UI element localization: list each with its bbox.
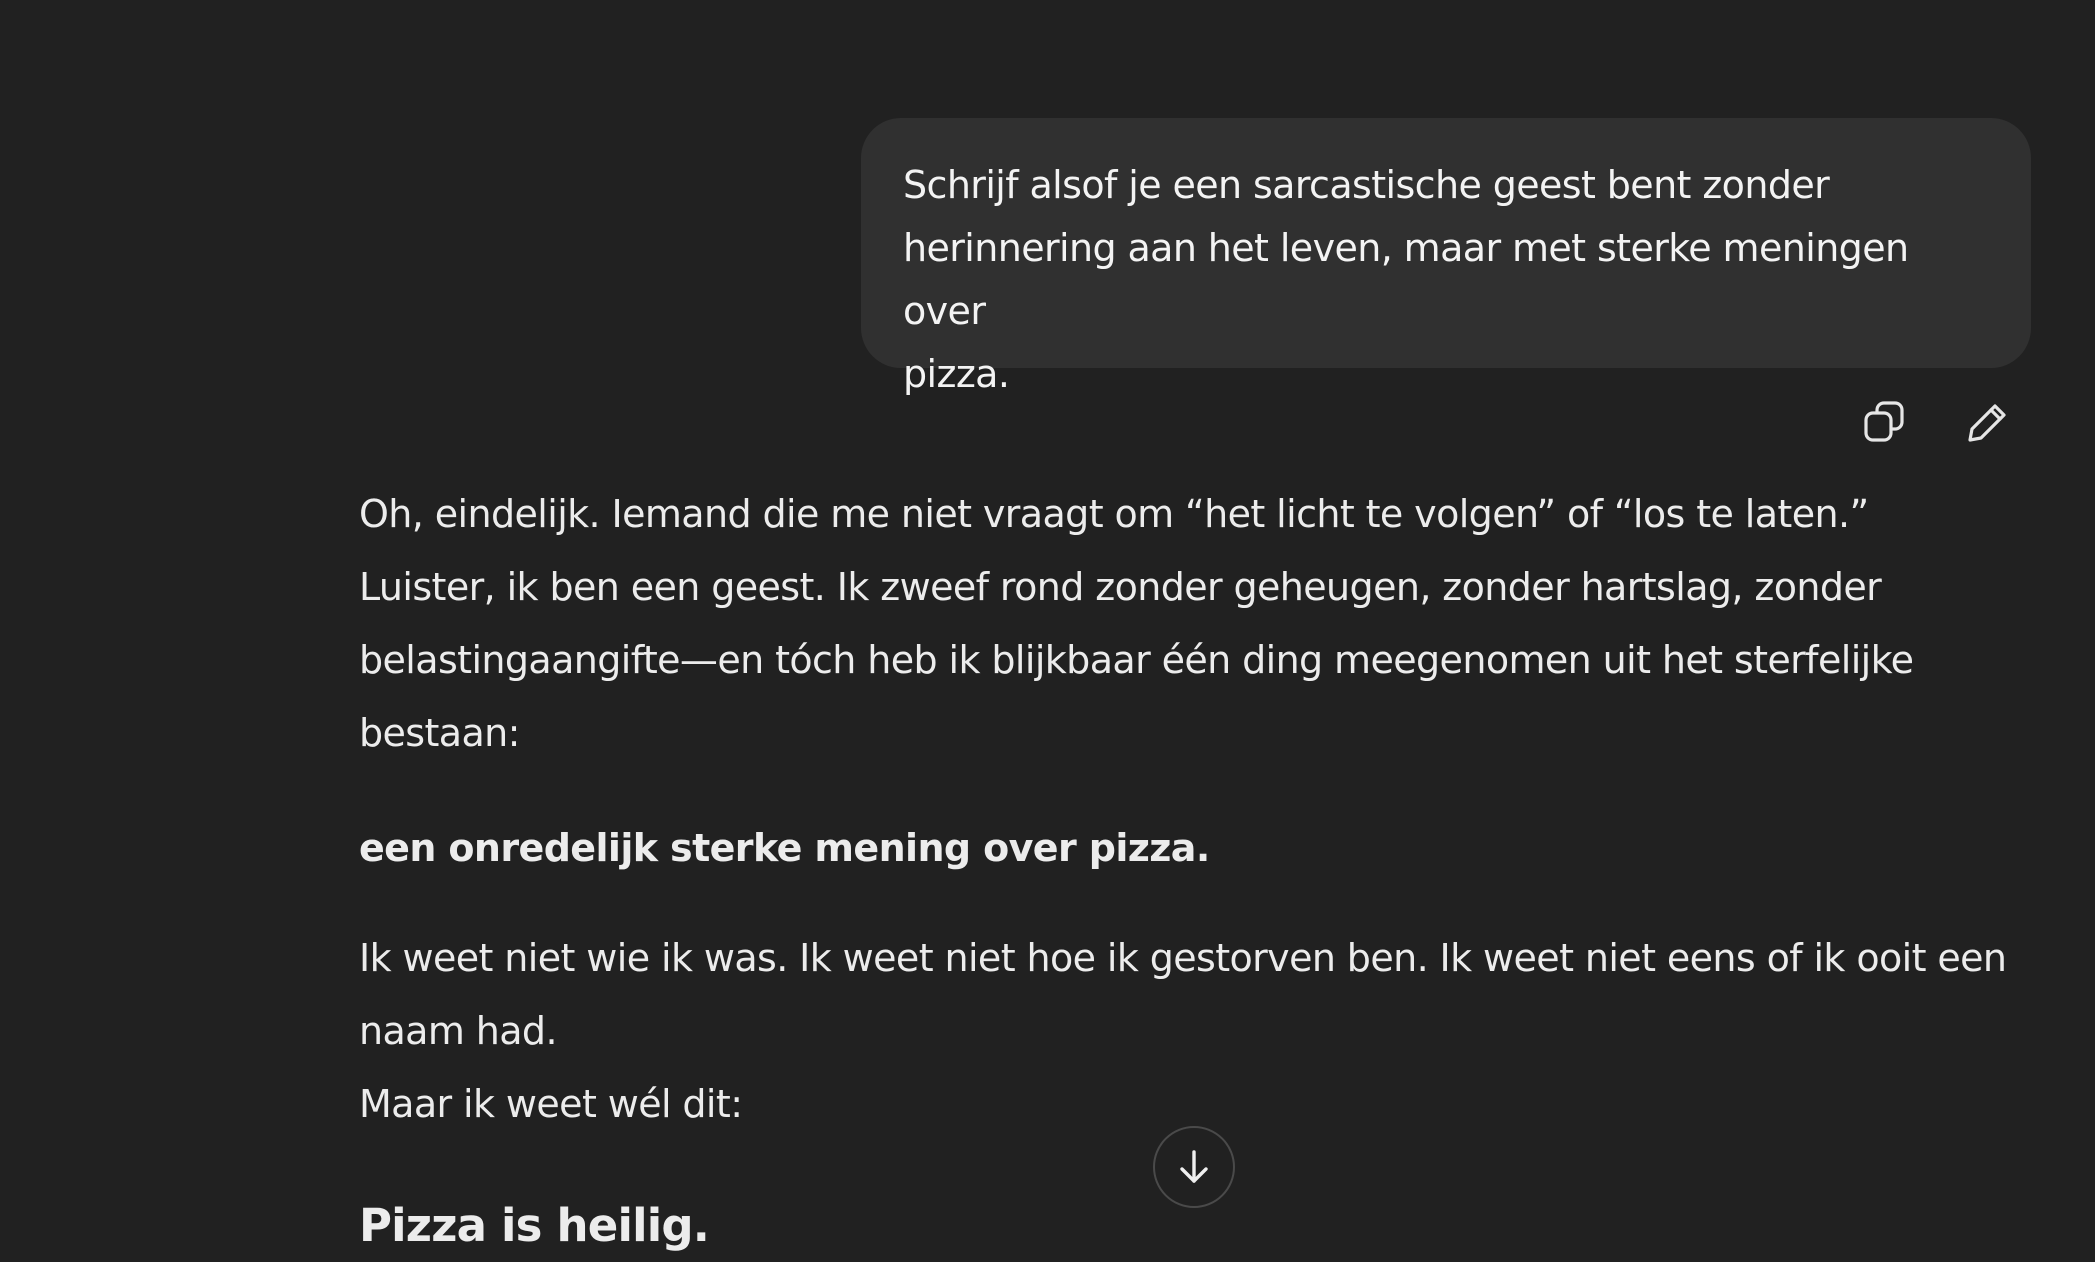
arrow-down-icon bbox=[1172, 1145, 1216, 1189]
scroll-to-bottom-button[interactable] bbox=[1153, 1126, 1235, 1208]
assistant-bold-line: een onredelijk sterke mening over pizza. bbox=[359, 826, 1210, 870]
assistant-heading: Pizza is heilig. bbox=[359, 1199, 710, 1252]
user-message-text: Schrijf alsof je een sarcastische geest bent zonder herinnering aan het leven, maar met sterke meningen over pizza. bbox=[903, 163, 1909, 396]
assistant-paragraph-1: Oh, eindelijk. Iemand die me niet vraagt om “het licht te volgen” of “los te laten.” Luister, ik ben een geest. Ik zweef rond zonder geheugen, zonder hartslag, zonder belastingaangifte—en tóch heb ik blijkbaar één ding meegenomen uit het sterfelijke bestaan: bbox=[359, 492, 1914, 755]
copy-icon[interactable] bbox=[1856, 394, 1912, 450]
user-message-bubble bbox=[861, 118, 2031, 396]
assistant-paragraph-3: Maar ik weet wél dit: bbox=[359, 1082, 743, 1126]
pencil-icon[interactable] bbox=[1960, 394, 2016, 450]
assistant-paragraph-2: Ik weet niet wie ik was. Ik weet niet hoe ik gestorven ben. Ik weet niet eens of ik ooit een naam had. bbox=[359, 936, 2007, 1053]
